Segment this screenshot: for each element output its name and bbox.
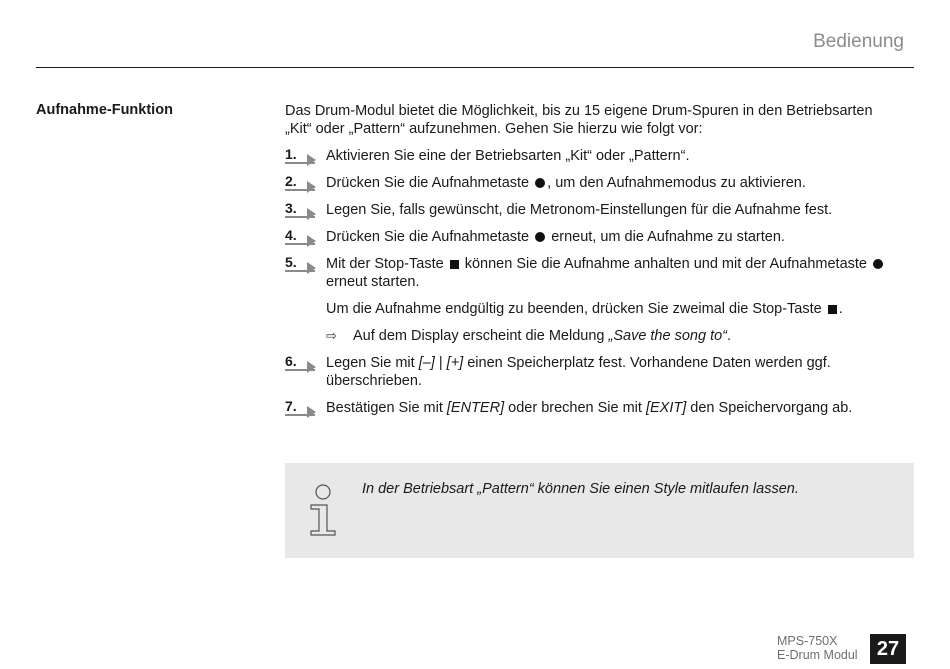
record-button-icon — [535, 232, 545, 242]
footer-model-info — [777, 634, 858, 662]
step-text: , um den Aufnahmemodus zu aktivieren. — [547, 175, 806, 191]
key-exit: [EXIT] — [645, 400, 687, 416]
step-number: 3. — [285, 200, 297, 216]
step-6 — [285, 354, 901, 390]
result-arrow-icon: ⇨ — [326, 328, 337, 343]
step-text: einen Speicherplatz fest. Vorhandene Daten werden ggf. überschrieben. — [326, 355, 831, 389]
step-3 — [285, 201, 901, 219]
step-5 — [285, 255, 901, 291]
step-number: 2. — [285, 173, 297, 189]
step-arrow-icon — [307, 181, 316, 193]
step-5-note-text: Um die Aufnahme endgültig zu beenden, drücken Sie zweimal die Stop-Taste — [326, 301, 822, 317]
step-marker — [285, 172, 319, 194]
step-7 — [285, 399, 901, 417]
step-number: 7. — [285, 398, 297, 414]
step-text: Bestätigen Sie mit — [326, 400, 443, 416]
result-period: . — [727, 328, 732, 344]
step-text: Legen Sie, falls gewünscht, die Metronom-Einstellungen für die Aufnahme fest. — [326, 202, 833, 218]
step-marker — [285, 397, 319, 419]
footer-product-name: E-Drum Modul — [777, 648, 858, 662]
step-number: 6. — [285, 353, 297, 369]
step-2 — [285, 174, 901, 192]
step-text: erneut starten. — [326, 274, 420, 290]
step-marker — [285, 199, 319, 221]
step-text: Mit der Stop-Taste — [326, 256, 444, 272]
step-text: Drücken Sie die Aufnahmetaste — [326, 229, 530, 245]
step-text: oder brechen Sie mit — [508, 400, 642, 416]
key-separator: | — [438, 355, 443, 371]
section-heading: Aufnahme-Funktion — [36, 102, 173, 118]
step-arrow-icon — [307, 361, 316, 373]
result-line — [326, 327, 901, 345]
step-arrow-icon — [307, 235, 316, 247]
header-divider — [36, 67, 914, 68]
page-header-title: Bedienung — [813, 31, 904, 52]
step-arrow-icon — [307, 262, 316, 274]
info-note-text: In der Betriebsart „Pattern“ können Sie einen Style mitlaufen lassen. — [362, 481, 799, 497]
step-1 — [285, 147, 901, 165]
intro-paragraph: Das Drum-Modul bietet die Möglichkeit, bis zu 15 eigene Drum-Spuren in den Betriebsarten „Kit“ oder „Pattern“ aufzunehmen. Gehen Sie hierzu wie folgt vor: — [285, 103, 873, 137]
key-enter: [ENTER] — [446, 400, 505, 416]
step-arrow-icon — [307, 154, 316, 166]
step-number: 4. — [285, 227, 297, 243]
step-number: 5. — [285, 254, 297, 270]
step-arrow-icon — [307, 208, 316, 220]
step-arrow-icon — [307, 406, 316, 418]
step-text: Aktivieren Sie eine der Betriebsarten „Kit“ oder „Pattern“. — [326, 148, 690, 164]
footer-model-name: MPS-750X — [777, 634, 838, 648]
step-text: Legen Sie mit — [326, 355, 415, 371]
step-4 — [285, 228, 901, 246]
stop-button-icon — [450, 260, 459, 269]
key-plus: [+] — [446, 355, 464, 371]
step-marker — [285, 253, 319, 275]
main-content — [285, 102, 901, 426]
step-marker — [285, 226, 319, 248]
step-marker — [285, 145, 319, 167]
info-icon — [307, 483, 339, 537]
key-minus: [–] — [418, 355, 435, 371]
stop-button-icon — [828, 305, 837, 314]
step-text: können Sie die Aufnahme anhalten und mit der Aufnahmetaste — [464, 256, 867, 272]
record-button-icon — [873, 259, 883, 269]
record-button-icon — [535, 178, 545, 188]
display-message: „Save the song to“ — [608, 328, 727, 344]
step-marker — [285, 352, 319, 374]
step-text: Drücken Sie die Aufnahmetaste — [326, 175, 530, 191]
result-text: Auf dem Display erscheint die Meldung — [353, 328, 605, 344]
info-note-box — [285, 463, 914, 558]
step-text: erneut, um die Aufnahme zu starten. — [551, 229, 785, 245]
step-5-note: Um die Aufnahme endgültig zu beenden, drücken Sie zweimal die Stop-Taste . — [326, 301, 843, 317]
page-number: 27 — [870, 634, 906, 664]
step-text: den Speichervorgang ab. — [690, 400, 853, 416]
step-number: 1. — [285, 146, 297, 162]
